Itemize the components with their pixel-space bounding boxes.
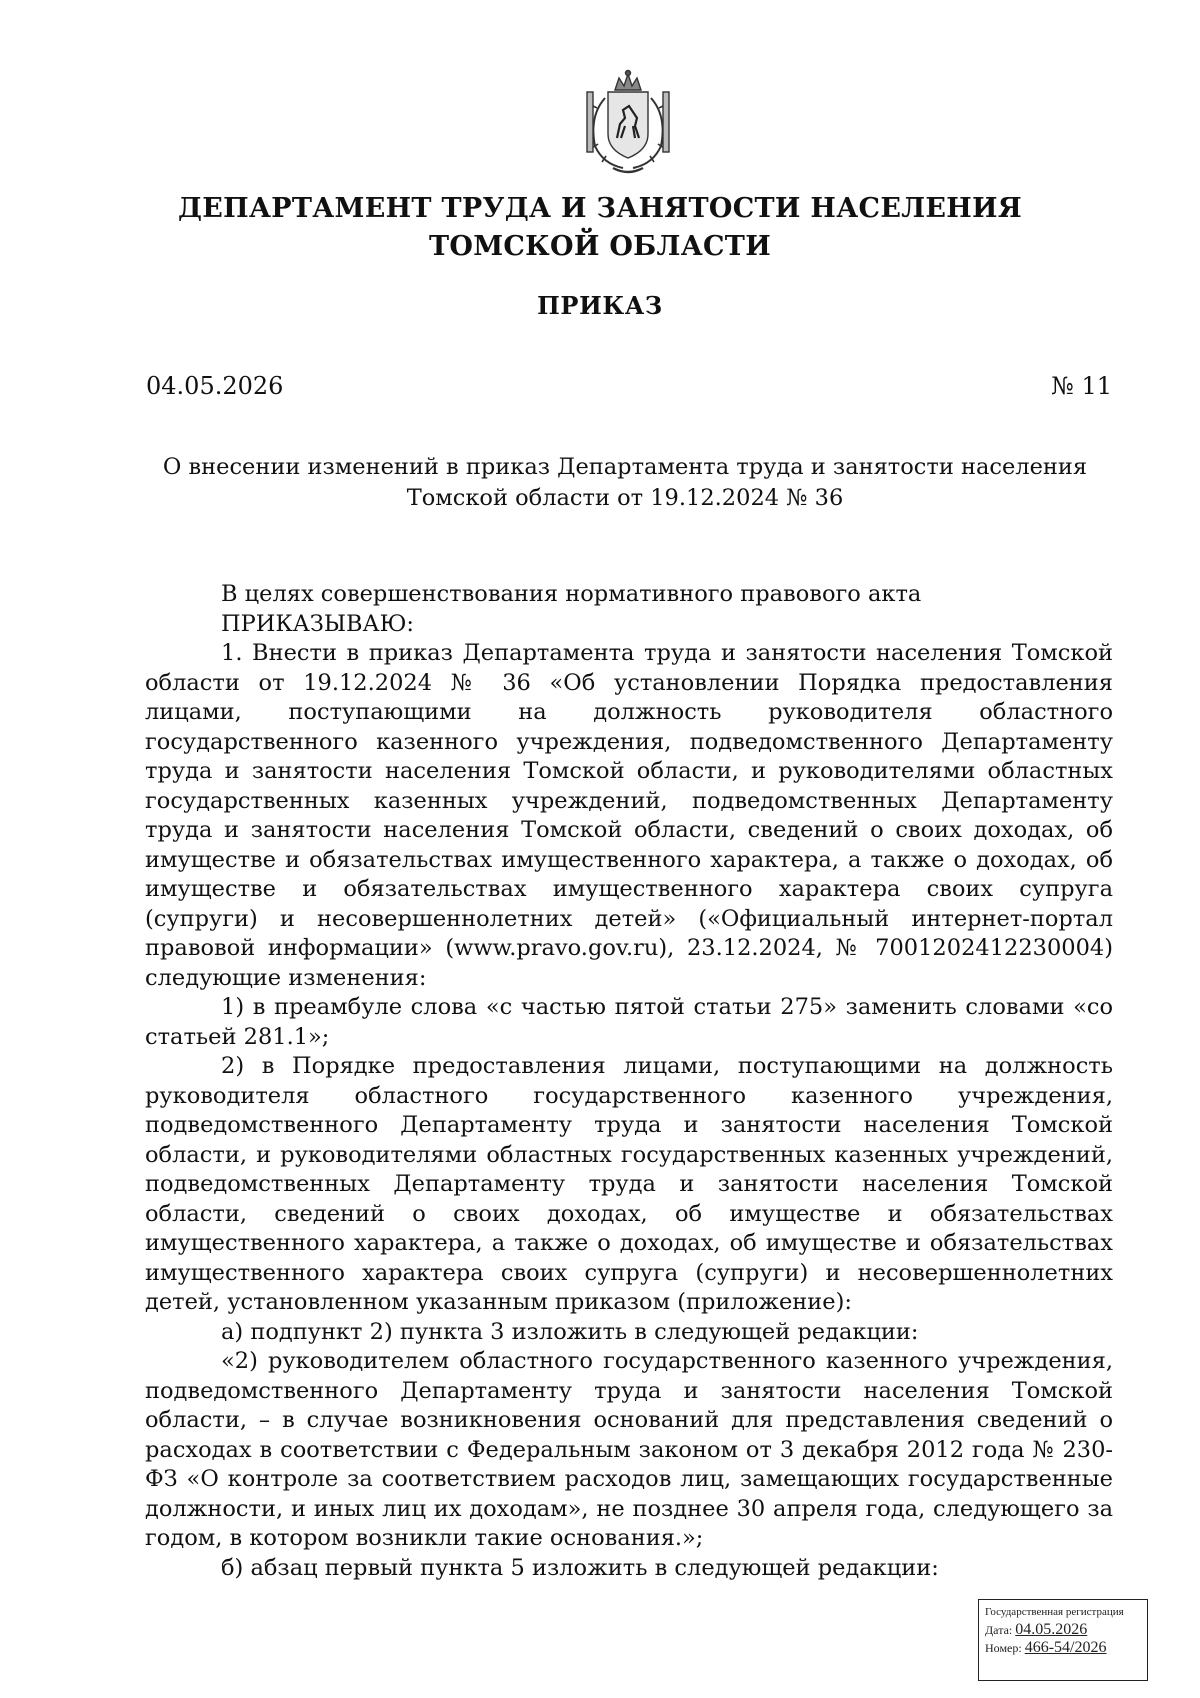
body-paragraph: В целях совершенствования нормативного правового акта (221, 581, 922, 607)
document-date: 04.05.2026 (146, 372, 284, 400)
body-paragraph: ПРИКАЗЫВАЮ: (221, 610, 414, 637)
registration-number-label: Номер: (985, 1641, 1022, 1655)
registration-title: Государственная регистрация (985, 1606, 1124, 1618)
body-paragraph: 2) в Порядке предоставления лицами, поступающими на должность руководителя областного государственного казенного учреждения, подведомственного Департаменту труда и занятости населения Томской области, и руководителями областных государственных казенных учреждений, подведомственных Департаменту труда и занятости населения Томской области, сведений о своих доходах, об имуществе и обязательствах имущественного характера, а также о доходах, об имуществе и обязательствах имущественного характера своих супруга (супруги) и несовершеннолетних детей, установленном указанным приказом (приложение): (145, 1053, 1113, 1315)
document-subject: О внесении изменений в приказ Департамента труда и занятости населения Томской области от 19.12.2024 № 36 (162, 454, 1088, 511)
registration-date-label: Дата: (985, 1623, 1013, 1637)
body-paragraph: а) подпункт 2) пункта 3 изложить в следующей редакции: (221, 1318, 919, 1345)
body-paragraph: 1. Внести в приказ Департамента труда и занятости населения Томской области от 19.12.2024 № 36 «Об установлении Порядка предоставления лицами, поступающими на должность руководителя областного государственного казенного учреждения, подведомственного Департаменту труда и занятости населения Томской области, и руководителями областных государственных казенных учреждений, подведомственных Департаменту труда и занятости населения Томской области, сведений о своих доходах, об имуществе и обязательствах имущественного характера, а также о доходах, об имуществе и обязательствах имущественного характера своих супруга (супруги) и несовершеннолетних детей» («Официальный интернет-портал правовой информации» (www.pravo.gov.ru), 23.12.2024, № 7001202412230004) следующие изменения: (145, 640, 1113, 991)
body-paragraph: 1) в преамбуле слова «с частью пятой статьи 275» заменить словами «со статьей 281.1»; (145, 994, 1113, 1050)
registration-number-value: 466-54/2026 (1024, 1639, 1107, 1656)
coat-of-arms-icon (575, 68, 681, 178)
body-paragraph: б) абзац первый пункта 5 изложить в следующей редакции: (221, 1554, 939, 1581)
registration-stamp (978, 1599, 1148, 1681)
body-paragraph: «2) руководителем областного государственного казенного учреждения, подведомственного Департаменту труда и занятости населения Томской области, – в случае возникновения оснований для представления сведений о расходах в соответствии с Федеральным законом от 3 декабря 2012 года № 230-ФЗ «О контроле за соответствием расходов лиц, замещающих государственные должности, и иных лиц их доходам», не позднее 30 апреля года, следующего за годом, в котором возникли такие основания.»; (145, 1348, 1113, 1551)
document-body (145, 580, 1113, 1583)
org-title-line1: ДЕПАРТАМЕНТ ТРУДА И ЗАНЯТОСТИ НАСЕЛЕНИЯ (178, 193, 1022, 224)
registration-date-value: 04.05.2026 (1015, 1621, 1088, 1638)
org-title-line2: ТОМСКОЙ ОБЛАСТИ (428, 231, 772, 262)
document-number: № 11 (1051, 372, 1112, 400)
document-type: ПРИКАЗ (537, 291, 663, 320)
